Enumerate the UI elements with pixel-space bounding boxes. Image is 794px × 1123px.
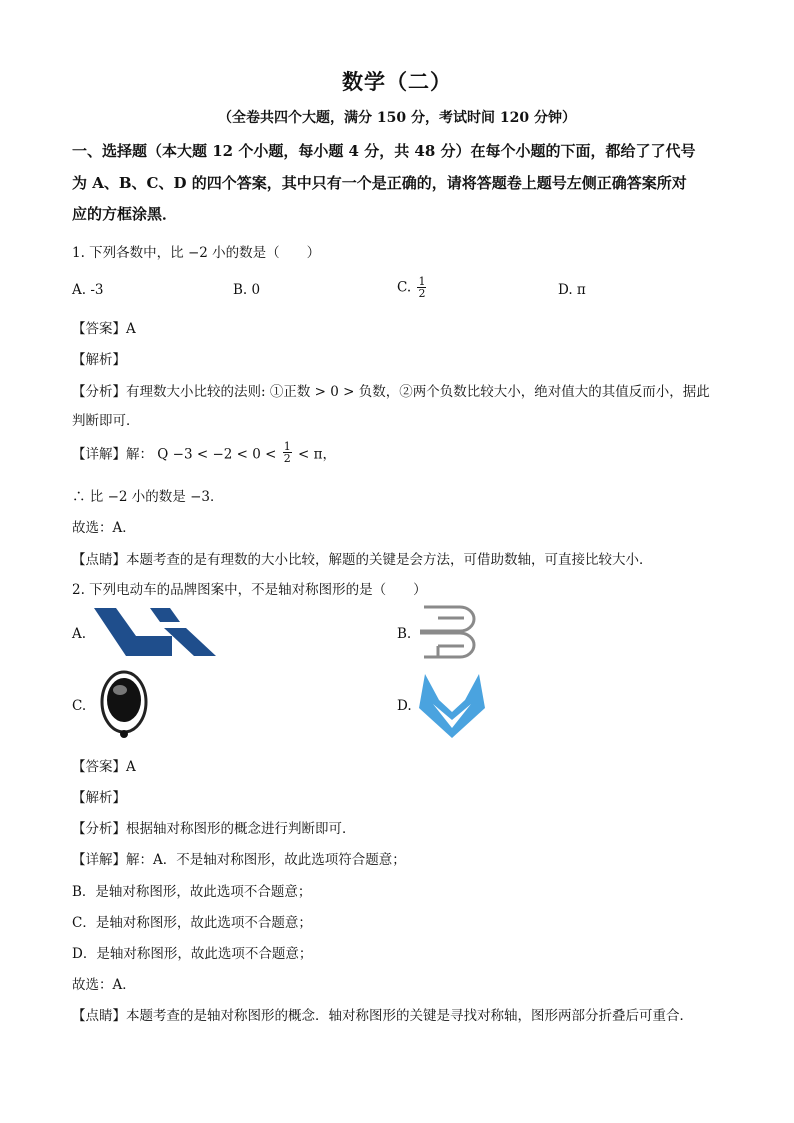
q1-detail-numerator: 1 bbox=[283, 440, 291, 453]
q2-label-b: B. bbox=[397, 626, 412, 642]
q1-option-c bbox=[397, 276, 428, 299]
q1-option-d: D. π bbox=[558, 282, 586, 298]
q2-answer: 【答案】A bbox=[72, 759, 136, 775]
q1-detail bbox=[72, 441, 336, 464]
q2-label-c: C. bbox=[72, 698, 87, 714]
q1-answer: 【答案】A bbox=[72, 321, 136, 337]
page-title: 数学（二） bbox=[342, 69, 452, 94]
section-instructions-line2: 为 A、B、C、D 的四个答案，其中只有一个是正确的，请将答题卷上题号左侧正确答案所对 bbox=[72, 174, 687, 192]
q1-choice: 故选：A． bbox=[72, 520, 136, 536]
logo-d-image bbox=[419, 674, 485, 738]
logo-c-image bbox=[100, 670, 148, 742]
logo-a-image bbox=[94, 608, 216, 656]
q1-detail-prefix: 【详解】解： Q −3 < −2 < 0 < bbox=[72, 446, 277, 463]
q2-stem: 2. 下列电动车的品牌图案中，不是轴对称图形的是（ ） bbox=[72, 582, 427, 598]
q1-option-c-fraction bbox=[417, 276, 426, 299]
q1-detail-fraction bbox=[283, 441, 292, 464]
q1-detail-denominator: 2 bbox=[283, 452, 291, 465]
q2-choice: 故选：A． bbox=[72, 977, 136, 993]
q2-detail: 【详解】解：A．不是轴对称图形，故此选项符合题意； bbox=[72, 852, 406, 868]
section-instructions-line3: 应的方框涂黑． bbox=[72, 205, 178, 223]
q2-fenxi: 【分析】根据轴对称图形的概念进行判断即可． bbox=[72, 821, 356, 837]
q2-label-a: A. bbox=[72, 626, 87, 642]
q2-analysis-heading: 【解析】 bbox=[72, 790, 126, 806]
q2-detail-b: B．是轴对称图形，故此选项不合题意； bbox=[72, 884, 312, 900]
q1-option-c-denominator: 2 bbox=[418, 287, 426, 300]
q2-detail-d: D．是轴对称图形，故此选项不合题意； bbox=[72, 946, 313, 962]
q1-stem: 1. 下列各数中，比 −2 小的数是（ ） bbox=[72, 245, 321, 261]
q1-detail-suffix: < π， bbox=[298, 446, 337, 463]
q1-option-a: A. -3 bbox=[72, 282, 104, 298]
exam-subtitle: （全卷共四个大题，满分 150 分，考试时间 120 分钟） bbox=[218, 110, 576, 126]
q1-fenxi-line1: 【分析】有理数大小比较的法则: ①正数 > 0 > 负数，②两个负数比较大小，绝对值大的其值反而小，据此 bbox=[72, 384, 710, 400]
q1-option-c-numerator: 1 bbox=[418, 275, 426, 288]
section-instructions-line1: 一、选择题（本大题 12 个小题，每小题 4 分，共 48 分）在每个小题的下面，都给了了代号 bbox=[72, 142, 696, 160]
q2-comment: 【点睛】本题考查的是轴对称图形的概念．轴对称图形的关键是寻找对称轴，图形两部分折叠后可重合． bbox=[72, 1008, 693, 1024]
q1-analysis-heading: 【解析】 bbox=[72, 352, 126, 368]
q1-conclusion: ∴ 比 −2 小的数是 −3． bbox=[72, 489, 224, 505]
q1-option-c-prefix: C. bbox=[397, 279, 412, 296]
q2-label-d: D. bbox=[397, 698, 412, 714]
q1-fenxi-line2: 判断即可． bbox=[72, 413, 140, 429]
q2-detail-c: C．是轴对称图形，故此选项不合题意； bbox=[72, 915, 312, 931]
q1-comment: 【点睛】本题考查的是有理数的大小比较，解题的关键是会方法，可借助数轴，可直接比较大小． bbox=[72, 552, 653, 568]
q1-option-b: B. 0 bbox=[233, 282, 261, 298]
logo-b-image bbox=[418, 604, 482, 660]
